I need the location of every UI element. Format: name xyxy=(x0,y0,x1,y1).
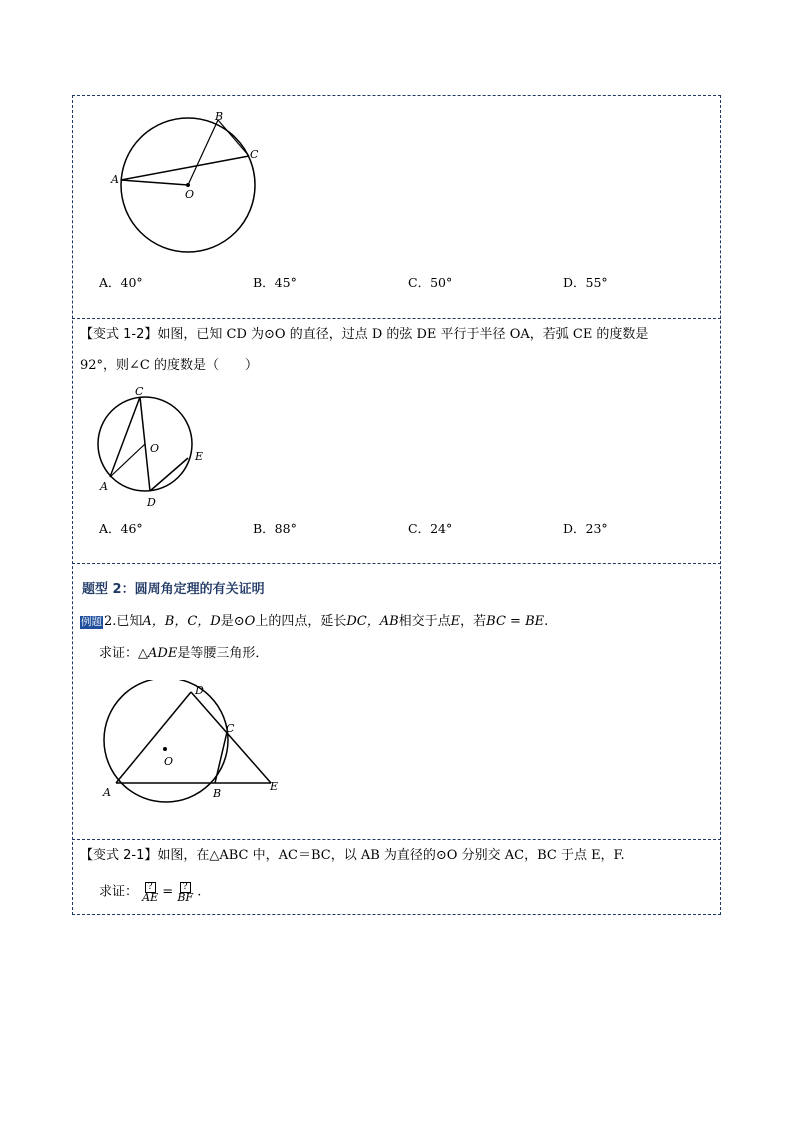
arc-mark-1: ? xyxy=(145,882,156,893)
prove-text: 是等腰三角形． xyxy=(177,646,269,661)
example-point-e: E xyxy=(450,614,461,629)
q2-label: 【变式 1-2】 xyxy=(80,327,158,342)
q3-prove-label: 求证： xyxy=(99,884,139,900)
figure-circle-cd xyxy=(92,382,212,512)
example-number: 2. xyxy=(104,614,117,629)
example2-line xyxy=(80,615,548,629)
q3-prove xyxy=(99,882,201,903)
label-o: O xyxy=(150,442,160,455)
example-text-mid: 是⊙ xyxy=(220,614,245,629)
label-a: A xyxy=(111,173,119,186)
label-c: C xyxy=(135,385,144,398)
example-circle-o: O xyxy=(244,614,256,629)
arc-mark-2: ? xyxy=(180,882,191,893)
label-e: E xyxy=(270,780,279,793)
q2-line2: 92°，则∠C 的度数是（ ） xyxy=(80,358,259,373)
q1-option-c[interactable]: C．50° xyxy=(408,275,453,290)
divider-3 xyxy=(72,839,721,840)
example2-prove xyxy=(99,647,268,660)
label-o: O xyxy=(185,188,195,201)
q3-text: 如图，在△ABC 中，AC＝BC，以 AB 为直径的⊙O 分别交 AC，BC 于点 E，F. xyxy=(157,848,625,863)
q2-option-d[interactable]: D．23° xyxy=(563,521,608,536)
example-equation: BC = BE xyxy=(486,614,545,629)
q3-line xyxy=(80,849,625,862)
label-b: B xyxy=(213,787,222,800)
arc-bf xyxy=(177,882,193,903)
divider-1 xyxy=(72,318,721,319)
section-title: 题型 2：圆周角定理的有关证明 xyxy=(82,582,265,597)
example-text-pre: 已知 xyxy=(116,614,143,629)
example-points: A，B，C，D xyxy=(142,614,221,629)
q3-label: 【变式 2-1】 xyxy=(80,848,158,863)
arc-ae-label: AE xyxy=(142,891,159,904)
q2-option-b[interactable]: B．88° xyxy=(253,521,297,536)
prove-math: △ADE xyxy=(138,646,178,661)
example-lines: DC，AB xyxy=(346,614,399,629)
q1-option-a[interactable]: A．40° xyxy=(99,275,143,290)
arc-bf-label: BF xyxy=(177,891,194,904)
q2-option-a[interactable]: A．46° xyxy=(99,521,143,536)
label-a: A xyxy=(103,786,111,799)
frame-top-border xyxy=(72,95,721,96)
label-d: D xyxy=(147,496,156,509)
q1-option-b[interactable]: B．45° xyxy=(253,275,297,290)
label-b: B xyxy=(215,110,224,123)
figure-circle-abcd xyxy=(98,680,288,805)
frame-bottom-border xyxy=(72,914,721,915)
example-text-end: . xyxy=(544,614,549,629)
label-d: D xyxy=(195,684,204,697)
q2-line1 xyxy=(80,328,648,341)
example-text-mid4: ，若 xyxy=(460,614,487,629)
label-e: E xyxy=(195,450,204,463)
arc-equals: = xyxy=(162,884,174,900)
label-a: A xyxy=(100,480,108,493)
example-text-mid2: 上的四点，延长 xyxy=(255,614,347,629)
q1-option-d[interactable]: D．55° xyxy=(563,275,608,290)
q2-option-c[interactable]: C．24° xyxy=(408,521,453,536)
label-c: C xyxy=(250,148,259,161)
q2-text-line1: 如图，已知 CD 为⊙O 的直径，过点 D 的弦 DE 平行于半径 OA，若弧 CE 的度数是 xyxy=(157,327,649,342)
prove-label: 求证： xyxy=(99,646,139,661)
q3-end: . xyxy=(197,884,202,900)
arc-ae xyxy=(142,882,158,903)
label-c: C xyxy=(226,722,235,735)
figure-circle-abc xyxy=(105,108,270,258)
label-o: O xyxy=(164,755,174,768)
divider-2 xyxy=(72,563,721,564)
example-text-mid3: 相交于点 xyxy=(398,614,451,629)
example-badge: 例题 xyxy=(81,616,102,628)
